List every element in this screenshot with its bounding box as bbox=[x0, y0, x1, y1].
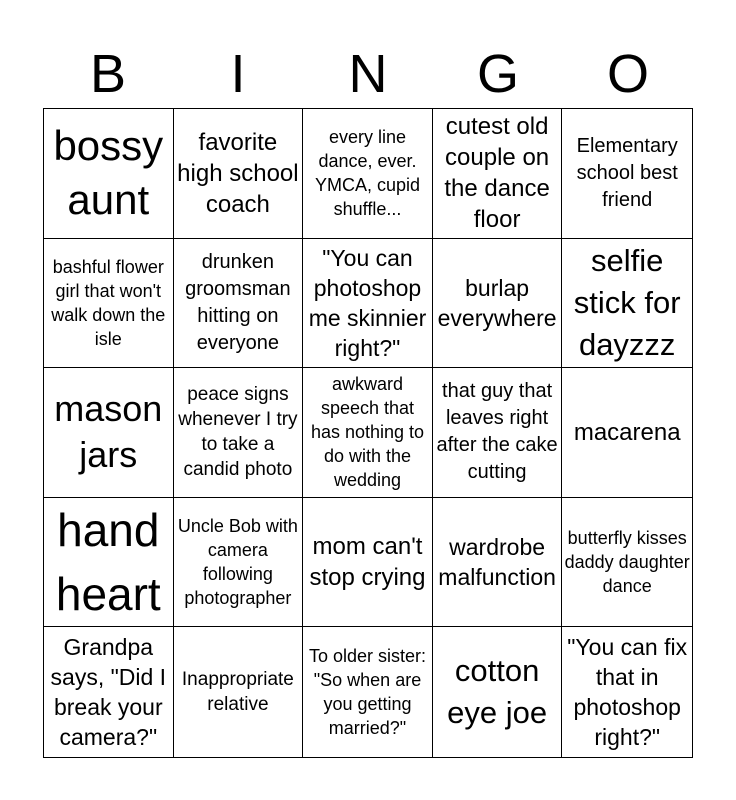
bingo-cell[interactable] bbox=[44, 627, 174, 757]
bingo-cell[interactable] bbox=[174, 368, 304, 498]
cell-text: favorite high school coach bbox=[177, 128, 299, 218]
bingo-cell[interactable] bbox=[44, 109, 174, 239]
cell-text: Grandpa says, "Did I break your camera?" bbox=[50, 634, 167, 751]
bingo-cell[interactable] bbox=[174, 239, 304, 369]
cell-text: hand heart bbox=[55, 504, 161, 621]
bingo-cell[interactable] bbox=[303, 239, 433, 369]
cell-text: butterfly kisses daddy daughter dance bbox=[564, 528, 690, 597]
cell-text: Inappropriate relative bbox=[181, 669, 294, 716]
cell-text: mom can't stop crying bbox=[309, 533, 426, 592]
bingo-cell[interactable] bbox=[562, 239, 692, 369]
bingo-cell[interactable] bbox=[433, 498, 563, 628]
cell-text: To older sister: "So when are you getting married?" bbox=[308, 646, 427, 739]
cell-text: peace signs whenever I try to take a candid photo bbox=[178, 384, 298, 481]
cell-text: cotton eye joe bbox=[447, 653, 548, 731]
cell-text: mason jars bbox=[54, 388, 163, 476]
cell-text: burlap everywhere bbox=[437, 274, 557, 331]
cell-text: Elementary school best friend bbox=[576, 134, 678, 211]
cell-text: drunken groomsman hitting on everyone bbox=[185, 250, 291, 354]
cell-text: that guy that leaves right after the cake cutting bbox=[436, 380, 558, 484]
bingo-cell[interactable] bbox=[174, 627, 304, 757]
bingo-grid bbox=[43, 108, 693, 758]
header-letter-g: G bbox=[476, 44, 519, 104]
bingo-cell[interactable] bbox=[562, 627, 692, 757]
bingo-cell[interactable] bbox=[303, 109, 433, 239]
header-letter-o: O bbox=[606, 44, 649, 104]
cell-text: bossy aunt bbox=[53, 122, 164, 224]
bingo-cell[interactable] bbox=[44, 498, 174, 628]
bingo-cell[interactable] bbox=[303, 498, 433, 628]
bingo-cell[interactable] bbox=[562, 498, 692, 628]
bingo-cell[interactable] bbox=[562, 109, 692, 239]
cell-text: bashful flower girl that won't walk down the isle bbox=[51, 256, 166, 349]
cell-text: every line dance, ever. YMCA, cupid shuffle... bbox=[314, 127, 421, 220]
bingo-cell[interactable] bbox=[174, 498, 304, 628]
cell-text: wardrobe malfunction bbox=[438, 534, 556, 591]
bingo-cell[interactable] bbox=[303, 627, 433, 757]
cell-text: "You can fix that in photoshop right?" bbox=[567, 634, 688, 751]
cell-text: selfie stick for dayzzz bbox=[573, 242, 681, 362]
header-letter-b: B bbox=[89, 44, 127, 104]
header-letter-n: N bbox=[348, 44, 388, 104]
bingo-cell[interactable] bbox=[433, 368, 563, 498]
bingo-cell[interactable] bbox=[433, 239, 563, 369]
bingo-cell[interactable] bbox=[433, 627, 563, 757]
bingo-cell[interactable] bbox=[303, 368, 433, 498]
bingo-cell[interactable] bbox=[433, 109, 563, 239]
bingo-cell[interactable] bbox=[174, 109, 304, 239]
bingo-cell[interactable] bbox=[44, 239, 174, 369]
cell-text: Uncle Bob with camera following photographer bbox=[177, 516, 298, 609]
bingo-cell[interactable] bbox=[562, 368, 692, 498]
bingo-cell[interactable] bbox=[44, 368, 174, 498]
bingo-header bbox=[43, 40, 693, 108]
cell-text: cutest old couple on the dance floor bbox=[444, 113, 550, 234]
cell-text: macarena bbox=[573, 418, 681, 446]
cell-text: "You can photoshop me skinnier right?" bbox=[308, 244, 427, 361]
header-letter-i: I bbox=[230, 44, 246, 104]
cell-text: awkward speech that has nothing to do with the wedding bbox=[310, 374, 425, 491]
